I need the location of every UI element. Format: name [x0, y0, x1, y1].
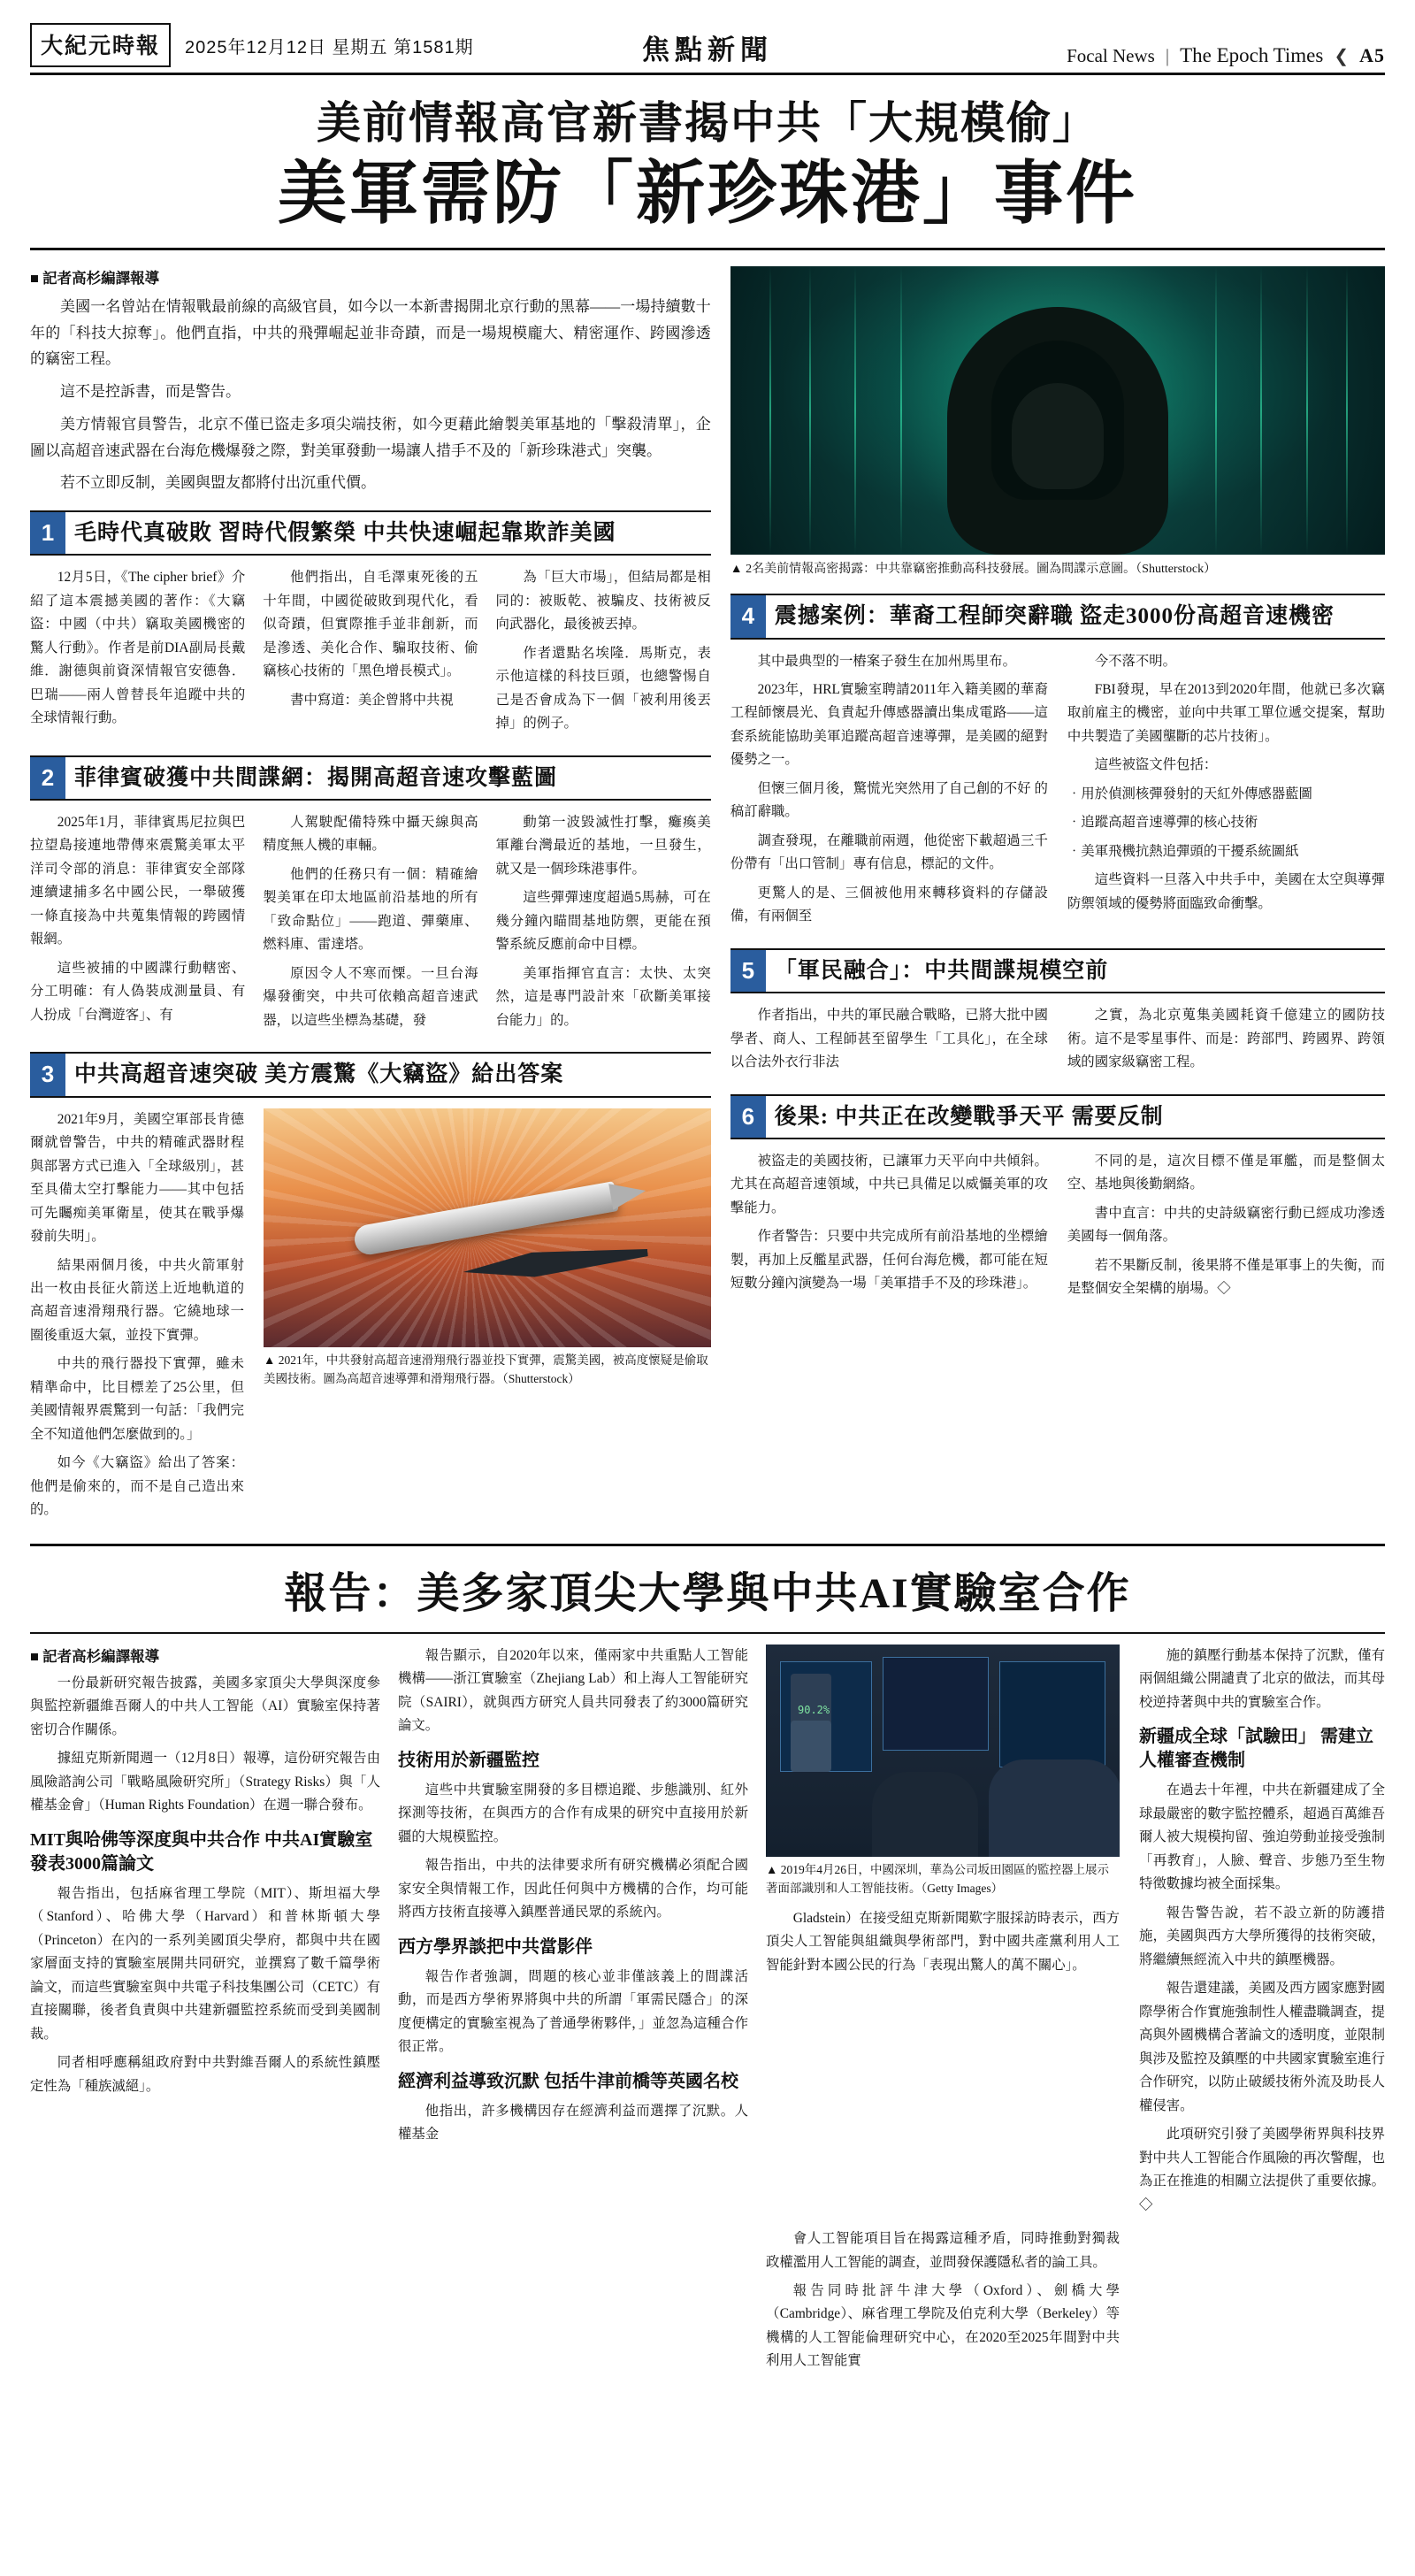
paragraph: 中共的飛行器投下實彈，雖未精準命中，比目標差了25公里，但美國情報界震驚到一句話：「我們完全不知道他們怎麼做到的。」 — [30, 1356, 244, 1442]
section-header-5 — [730, 948, 1385, 993]
paragraph: 作者警告：只要中共完成所有前沿基地的坐標繪製，再加上反艦星武器，任何台海危機，都可能在短短數分鐘內演變為一場「美軍措手不及的珍珠港」。 — [730, 1229, 1048, 1292]
paragraph: 他們的任務只有一個：精確繪製美軍在印太地區前沿基地的所有「致命點位」——跑道、彈藥庫、燃料庫、雷達塔。 — [263, 866, 478, 953]
paragraph: 作者還點名埃隆．馬斯克，表示他這樣的科技巨頭，也總警惕自己是否會成為下一個「被利用後丟掉」的例子。 — [495, 645, 711, 732]
paragraph: 美軍指揮官直言：太快、太突然，這是專門設計來「砍斷美軍接台能力」的。 — [495, 965, 711, 1028]
hooded-figure-shape — [947, 307, 1168, 555]
byline: ■ 記者高杉編譯報導 — [30, 269, 160, 287]
section-header-6 — [730, 1094, 1385, 1139]
paragraph: 書中寫道：美企曾將中共視 — [290, 692, 454, 708]
section-number: 3 — [30, 1054, 65, 1095]
text-column — [1067, 1004, 1385, 1079]
lead-paragraph: 美方情報官員警告，北京不僅已盜走多項尖端技術，如今更藉此繪製美軍基地的「擊殺清單」，企圖以高超音速武器在台海危機爆發之際，對美軍發動一場讓人措手不及的「新珍珠港式」突襲。 — [30, 415, 711, 459]
bottom-column-3 — [766, 1644, 1385, 2379]
hooded-hacker-photo — [730, 266, 1385, 555]
bottom-column-4 — [1139, 1644, 1385, 2222]
hero-figure — [730, 266, 1385, 579]
section-title-text: 菲律賓破獲中共間諜網：揭開高超音速攻擊藍圖 — [74, 765, 558, 790]
issue-date: 2025年12月12日 星期五 第1581期 — [185, 37, 474, 58]
section-header-3 — [30, 1052, 711, 1097]
publication-logo — [30, 23, 171, 67]
lead-paragraphs — [30, 266, 711, 496]
paragraph: 2021年9月，美國空軍部長肯德爾就曾警告，中共的精確武器財程與部署方式已進入「全球級別」，甚至具備太空打擊能力——其中包括可先矚痴美軍衛星，使其在戰爭爆發前失明」。 — [30, 1111, 244, 1245]
headline-primary: 美前情報高官新書揭中共「大規模偷」 — [317, 98, 1098, 148]
masthead-right — [1067, 44, 1385, 67]
paper-name-en: The Epoch Times — [1180, 44, 1324, 66]
paragraph: 報告同時批評牛津大學（Oxford）、劍橋大學（Cambridge）、麻省理工學院及伯克利大學（Berkeley）等機構的人工智能倫理研究中心，在2020至2025年間對中共利用人工智能實 — [766, 2282, 1120, 2369]
paragraph: 這些被盜文件包括： — [1094, 757, 1218, 773]
text-column — [263, 811, 478, 1038]
section-number: 5 — [730, 950, 766, 992]
paragraph: 報告警告說，若不設立新的防護措施，美國與西方大學所獲得的技術突破，將繼續無經流入中共的鎮壓機器。 — [1139, 1905, 1385, 1967]
section-title-text: 「軍民融合」：中共間諜規模空前 — [774, 958, 1109, 983]
page-number: A5 — [1359, 44, 1385, 66]
paragraph: 為「巨大市場」，但結局都是相同的：被販乾、被騙皮、技術被反向武器化，最後被丟掉。 — [495, 570, 711, 632]
main-content — [30, 266, 1385, 1528]
headline-divider — [30, 248, 1385, 250]
paragraph: 若不果斷反制，後果將不僅是軍事上的失衡，而是整個安全架構的崩場。◇ — [1067, 1257, 1386, 1297]
paragraph: 這些被捕的中國諜行動轄密、分工明確：有人偽裝成測量員、有人扮成「台灣遊客」、有 — [30, 960, 246, 1023]
paragraph: 此項研究引發了美國學術界與科技界對中共人工智能合作風險的再次警醒，也為正在推進的相關立法提供了重要依據。◇ — [1139, 2127, 1385, 2212]
bottom-column-1 — [30, 1644, 380, 2379]
paragraph: 報告指出，包括麻省理工學院（MIT）、斯坦福大學（Stanford）、哈佛大學（Harvard）和普林斯頓大學（Princeton）在內的一系列美國頂尖學府，都與中共在國家層面支持的實驗室展開共同研究，並撰寫了數千篇學術論文，而這些實驗室與中共電子科技集團公司（CETC）有直接關聯，後者負責與中共建新疆監控系統而受到美國制裁。 — [30, 1885, 380, 2042]
bottom-article — [30, 1544, 1385, 2379]
paragraph: 施的鎮壓行動基本保持了沉默，僅有兩個組織公開譴責了北京的做法，而其母校逆持著與中共的實驗室合作。 — [1139, 1647, 1385, 1710]
paragraph: 這些中共實驗室開發的多目標追蹤、步態識別、紅外探測等技術，在與西方的合作有成果的研究中直接用於新疆的大規模監控。 — [398, 1782, 748, 1844]
text-column — [730, 1150, 1048, 1307]
bullet-item: ‧追蹤高超音速導彈的核心技術 — [1067, 815, 1258, 831]
text-column — [1067, 1150, 1385, 1307]
section-6-body — [730, 1150, 1385, 1307]
lead-headline-block — [30, 98, 1385, 232]
section-title-text: 中共高超音速突破 美方震驚《大竊盜》給出答案 — [74, 1062, 564, 1087]
subheading: 經濟利益導致沉默 包括牛津前橋等英國名校 — [398, 2071, 738, 2091]
paragraph: 調查發現，在離職前兩週，他從密下載超過三千份帶有「出口管制」專有信息，標記的文件。 — [730, 832, 1048, 872]
paragraph: 今不落不明。 — [1094, 653, 1177, 669]
figure-caption: ▲ 2021年，中共發射高超音速滑翔飛行器並投下實彈，震驚美國，被高度懷疑是偷取美國技術。圖為高超音速導彈和滑翔飛行器。（Shutterstock） — [264, 1353, 708, 1385]
paragraph: 報告指出，中共的法律要求所有研究機構必須配合國家安全與情報工作，因此任何與中方機構的合作，均可能將西方技術直接導入鎮壓普通民眾的系統內。 — [398, 1858, 748, 1920]
masthead-left — [30, 23, 474, 67]
section-4-body — [730, 650, 1385, 934]
figure-caption: ▲ 2名美前情報高密揭露：中共靠竊密推動高科技發展。圖為間諜示意圖。（Shutterstock） — [730, 562, 1217, 576]
paragraph: 在過去十年裡，中共在新疆建成了全球最嚴密的數字監控體系，超過百萬維吾爾人被大規模拘留、強迫勞動並接受強制「再教育」，人臉、聲音、步態乃至生物特徵數據均被全面採集。 — [1139, 1782, 1385, 1892]
section-title-text: 毛時代真破敗 習時代假繁榮 中共快速崛起靠欺詐美國 — [74, 521, 616, 546]
hypersonic-figure — [264, 1108, 711, 1528]
section-number: 2 — [30, 757, 65, 799]
paragraph: 報告作者強調，問題的核心並非僅該義上的間諜活動，而是西方學術界將與中共的所謂「軍需民隱合」的深度便構定的實驗室視為了普通學術夥伴，」並忽為這種合作很正常。 — [398, 1968, 748, 2055]
paragraph: Gladstein）在接受紐克斯新聞歎字服採訪時表示，西方頂尖人工智能與組織與學術部門，對中國共產黨利用人工智能針對本國公民的行為「表現出驚人的萬不關心」。 — [766, 1910, 1120, 1973]
surveillance-figure — [766, 1644, 1120, 2222]
paragraph: 據紐克斯新聞週一（12月8日）報導，這份研究報告由風險諮詢公司「戰略風險研究所」（Strategy Risks）與「人權基金會」（Human Rights Foundation）在週一聯合發布。 — [30, 1751, 380, 1813]
bullet-item: ‧美軍飛機抗熱追彈頭的干擾系統圖紙 — [1067, 843, 1299, 859]
subheading: 技術用於新疆監控 — [398, 1750, 539, 1770]
paragraph: 書中直言：中共的史詩級竊密行動已經成功滲透美國每一個角落。 — [1067, 1205, 1386, 1245]
publication-logo-text: 大紀元時報 — [41, 33, 161, 58]
text-column — [30, 566, 245, 740]
section-header-1 — [30, 510, 711, 556]
text-column — [30, 811, 245, 1038]
paragraph: 更驚人的是、三個被他用來轉移資料的存儲設備，有兩個至 — [730, 885, 1048, 924]
section-5-body — [730, 1004, 1385, 1079]
section-number: 4 — [730, 595, 766, 637]
section-header-4 — [730, 594, 1385, 639]
paragraph: 其中最典型的一樁案子發生在加州馬里布。 — [757, 653, 1017, 669]
left-column — [30, 266, 711, 1528]
paragraph: 他指出，許多機構因存在經濟利益而選擇了沉默。人權基金 — [398, 2103, 748, 2143]
paragraph: 報告顯示，自2020年以來，僅兩家中共重點人工智能機構——浙江實驗室（Zhejiang Lab）和上海人工智能研究院（SAIRI），就與西方研究人員共同發表了約3000篇研究論文。 — [398, 1647, 748, 1734]
subheading: 西方學界談把中共當影伴 — [398, 1936, 593, 1957]
paragraph: 之實，為北京蒐集美國耗資千億建立的國防技術。這不是零星事件、而是：跨部門、跨國界、跨領域的國家級竊密工程。 — [1067, 1008, 1386, 1070]
paragraph: 他們指出，自毛澤東死後的五十年間，中國從破敗到現代化，看似奇蹟，但實際推手並非創新，而是滲透、美化合作、騙取技術、偷竊核心技術的「黑色增長模式」。 — [263, 570, 478, 679]
section-2-body — [30, 811, 711, 1038]
section-title: 焦點新聞 — [642, 34, 773, 65]
bottom-column-2 — [398, 1644, 748, 2379]
text-column — [730, 1004, 1048, 1079]
right-column — [730, 266, 1385, 1528]
hypersonic-missile-photo — [264, 1108, 711, 1347]
paragraph: 會人工智能項目旨在揭露這種矛盾，同時推動對獨裁政權濫用人工智能的調查，並問發保護隱私者的論工具。 — [766, 2231, 1120, 2270]
subheading: 新疆成全球「試驗田」 需建立人權審查機制 — [1139, 1727, 1373, 1771]
text-column — [496, 566, 711, 740]
paragraph: 但懷三個月後，驚慌光突然用了自己創的不好 的稿訂辭職。 — [730, 780, 1048, 820]
section-title-text: 後果: 中共正在改變戰爭天平 需要反制 — [774, 1104, 1164, 1129]
text-column — [263, 566, 478, 740]
paragraph: 報告還建議，美國及西方國家應對國際學術合作實施強制性人權盡職調查，提高與外國機構合著論文的透明度，並限制與涉及監控及鎮壓的中共國家實驗室進行合作研究，以防止破緩技術外流及助長人權侵害。 — [1139, 1981, 1385, 2113]
paragraph: 這些彈彈速度超過5馬赫，可在幾分鐘內瞄間基地防禦，更能在預警系統反應前命中目標。 — [495, 890, 711, 953]
lead-paragraph: 這不是控訴書，而是警告。 — [60, 383, 241, 401]
paragraph: 如今《大竊盜》給出了答案：他們是偷來的，而不是自己造出來的。 — [30, 1455, 244, 1518]
text-column — [1067, 650, 1385, 934]
lead-paragraph: 美國一名曾站在情報戰最前線的高級官員，如今以一本新書揭開北京行動的黑幕——一場持續數十年的「科技大掠奪」。他們直指，中共的飛彈崛起並非奇蹟，而是一場規模龐大、精密運作、跨國滲透的竊密工程。 — [30, 297, 711, 368]
chevron-left-icon: ❮ — [1334, 47, 1350, 66]
paragraph: 2023年，HRL實驗室聘請2011年入籍美國的華裔工程師懷晨光、負責起升傳感器讀出集成電路——這套系統能協助美軍追蹤高超音速導彈，是美國的絕對優勢之一。 — [730, 681, 1048, 768]
section-number: 1 — [30, 512, 65, 554]
section-header-2 — [30, 755, 711, 801]
paragraph: 結果兩個月後，中共火箭軍射出一枚由長征火箭送上近地軌道的高超音速滑翔飛行器。它繞地球一圈後重返大氣，並投下實彈。 — [30, 1257, 244, 1343]
paragraph: 原因令人不寒而慄。一旦台海爆發衝突，中共可依賴高超音速武器，以這些坐標為基礎，發 — [263, 965, 478, 1028]
paragraph: 被盜走的美國技術，已讓軍力天平向中共傾斜。尤其在高超音速領域，中共已具備足以威懾美軍的攻擊能力。 — [730, 1153, 1048, 1215]
paragraph: 不同的是，這次目標不僅是軍艦，而是整個太空、基地與後勤網絡。 — [1067, 1153, 1386, 1192]
huawei-surveillance-photo: 90.2% — [766, 1644, 1120, 1857]
section-title-text: 震撼案例：華裔工程師突辭職 盜走3000份高超音速機密 — [774, 604, 1335, 629]
masthead — [30, 23, 1385, 75]
figure-caption: ▲ 2019年4月26日，中國深圳，華為公司坂田園區的監控器上展示著面部識別和人工智能技術。（Getty Images） — [766, 1862, 1109, 1895]
masthead-separator: | — [1165, 45, 1170, 66]
bottom-headline: 報告：美多家頂尖大學與中共AI實驗室合作 — [284, 1569, 1131, 1617]
paragraph: 12月5日，《The cipher brief》介紹了這本震撼美國的著作：《大竊盜：中國（中共）竊取美國機密的驚人行動》。作者是前DIA副局長戴維．謝德與前資深情報官安德魯．巴瑞——兩人曾替長年追蹤中共的全球情報行動。 — [30, 570, 246, 726]
byline: ■ 記者高杉編譯報導 — [30, 1647, 160, 1665]
paragraph: 一份最新研究報告披露，美國多家頂尖大學與深度參與監控新疆維吾爾人的中共人工智能（AI）實驗室保持著密切合作關係。 — [30, 1675, 380, 1737]
bottom-article-body — [30, 1644, 1385, 2379]
paragraph: 這些資料一旦落入中共手中，美國在太空與導彈防禦領域的優勢將面臨致命衝擊。 — [1067, 872, 1386, 911]
bottom-headline-divider — [30, 1632, 1385, 1634]
bullet-item: ‧用於偵測核彈發射的天紅外傳感器藍圖 — [1067, 786, 1312, 801]
paragraph: 作者指出，中共的軍民融合戰略，已將大批中國學者、商人、工程師甚至留學生「工具化」，在全球以合法外衣行非法 — [730, 1008, 1048, 1070]
paragraph: 人駕駛配備特殊中攝天線與高精度無人機的車輛。 — [263, 815, 478, 854]
lead-paragraph: 若不立即反制，美國與盟友都將付出沉重代價。 — [60, 474, 376, 492]
headline-secondary: 美軍需防「新珍珠港」事件 — [277, 154, 1137, 232]
paragraph: 動第一波毀滅性打擊，癱瘓美軍離台灣最近的基地，一旦發生，就又是一個珍珠港事件。 — [495, 815, 711, 877]
subheading: MIT與哈佛等深度與中共合作 中共AI實驗室發表3000篇論文 — [30, 1829, 373, 1874]
section-1-body — [30, 566, 711, 740]
section-3-body — [30, 1108, 711, 1528]
paragraph: FBI發現，早在2013到2020年間，他就已多次竊取前雇主的機密，並向中共軍工單位遞交提案，幫助中共製造了美國壟斷的芯片技術」。 — [1067, 681, 1386, 744]
text-column — [730, 650, 1048, 934]
paragraph: 2025年1月，菲律賓馬尼拉與巴拉望島接連地帶傳來震驚美軍太平洋司令部的消息：菲律賓安全部隊連續逮捕多名中國公民，一舉破獲一條直接為中共蒐集情報的跨國情報網。 — [30, 815, 246, 947]
section-number: 6 — [730, 1096, 766, 1138]
text-column — [496, 811, 711, 1038]
section-title-en: Focal News — [1067, 45, 1155, 66]
text-column — [30, 1108, 244, 1528]
paragraph: 同者相呼應稱組政府對中共對維吾爾人的系統性鎮壓定性為「種族滅絕」。 — [30, 2055, 380, 2094]
